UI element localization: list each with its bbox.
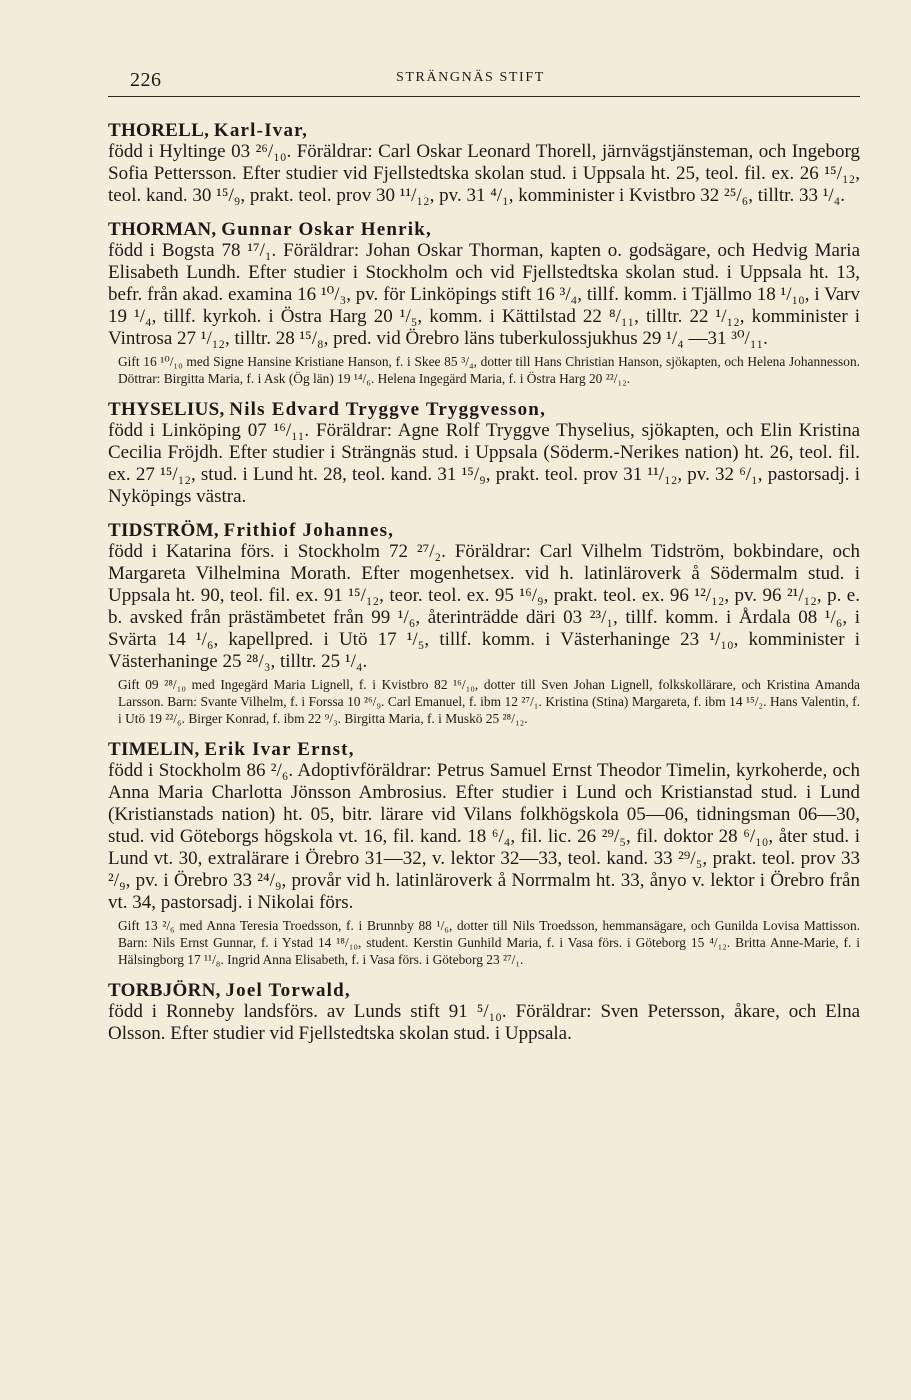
entry-given-names: Karl-Ivar, — [213, 120, 309, 141]
entry-name — [108, 219, 860, 240]
page-header — [108, 66, 860, 97]
entry-surname: THYSELIUS, — [108, 399, 225, 420]
entry-list — [108, 120, 860, 1057]
entry-biography: född i Linköping 07 ¹⁶/₁₁. Föräldrar: Agne Rolf Tryggve Thyselius, sjökapten, och Elin Kristina Cecilia Fröjdh. Efter studier i Strängnäs stud. i Uppsala (Söderm.-Nerikes nation) ht. 26, teol. fil. ex. 27 ¹⁵/₁₂, stud. i Lund ht. 28, teol. kand. 31 ¹⁵/₉, prakt. teol. prov 31 ¹¹/₁₂, pv. 32 ⁶/₁, pastorsadj. i Nyköpings västra. — [108, 420, 860, 507]
entry-thorman — [108, 219, 860, 387]
entry-surname: THORMAN, — [108, 219, 217, 240]
entry-family-note: Gift 16 ¹⁰/₁₀ med Signe Hansine Kristiane Hanson, f. i Skee 85 ³/₄, dotter till Hans Christian Hanson, sjökapten, och Helena Johannesson. Döttrar: Birgitta Maria, f. i Ask (Ög län) 19 ¹⁴/₆. Helena Ingegärd Maria, f. i Östra Harg 20 ²²/₁₂. — [118, 354, 860, 386]
entry-tidstrom — [108, 520, 860, 727]
entry-name — [108, 120, 860, 141]
entry-torbjorn — [108, 980, 860, 1045]
entry-given-names: Nils Edvard Tryggve Tryggvesson, — [229, 399, 547, 420]
entry-surname: TORBJÖRN, — [108, 980, 221, 1001]
entry-name — [108, 520, 860, 541]
entry-surname: TIMELIN, — [108, 739, 200, 760]
entry-name — [108, 739, 860, 760]
entry-given-names: Erik Ivar Ernst, — [204, 739, 355, 760]
page-number: 226 — [130, 69, 162, 91]
entry-family-note: Gift 13 ²/₆ med Anna Teresia Troedsson, f. i Brunnby 88 ¹/₆, dotter till Nils Troedsson, hemmansägare, och Gunilda Lovisa Mattisson. Barn: Nils Ernst Gunnar, f. i Ystad 14 ¹⁸/₁₀, student. Kerstin Gunhild Maria, f. i Vasa förs. i Göteborg 15 ⁴/₁₂. Britta Anne-Marie, f. i Hälsingborg 17 ¹¹/₈. Ingrid Anna Elisabeth, f. i Vasa förs. i Göteborg 23 ²⁷/₁. — [118, 918, 860, 967]
entry-timelin — [108, 739, 860, 968]
entry-given-names: Gunnar Oskar Henrik, — [221, 219, 432, 240]
entry-biography: född i Katarina förs. i Stockholm 72 ²⁷/₂. Föräldrar: Carl Vilhelm Tidström, bokbindare, och Margareta Vilhelmina Morath. Efter mogenhetsex. vid h. latinläroverk å Södermalm stud. i Uppsala ht. 90, teol. fil. ex. 91 ¹⁵/₁₂, teor. teol. ex. 95 ¹⁶/₉, prakt. teol. ex. 96 ¹²/₁₂, pv. 96 ²¹/₁₂, p. e. b. avsked från prästämbetet från 99 ¹/₆, återinträdde däri 03 ²³/₁, tillf. komm. i Årdala 08 ¹/₆, i Svärta 14 ¹/₆, kapellpred. i Utö 17 ¹/₅, tillf. komm. i Västerhaninge 23 ¹/₁₀, komminister i Västerhaninge 25 ²⁸/₃, tilltr. 25 ¹/₄. — [108, 541, 860, 672]
entry-biography: född i Bogsta 78 ¹⁷/₁. Föräldrar: Johan Oskar Thorman, kapten o. godsägare, och Hedvig Maria Elisabeth Lundh. Efter studier i Stockholm och vid Fjellstedtska skolan stud. i Uppsala ht. 13, befr. från akad. examina 16 ¹⁰/₃, pv. för Linköpings stift 16 ³/₄, tillf. komm. i Tjällmo 18 ¹/₁₀, i Varv 19 ¹/₄, tillf. kyrkoh. i Östra Harg 20 ¹/₅, komm. i Kättilstad 22 ⁸/₁₁, tilltr. 22 ¹/₁₂, komminister i Vintrosa 27 ¹/₁₂, tilltr. 28 ¹⁵/₈, pred. vid Örebro läns tuberkulossjukhus 29 ¹/₄ —31 ³⁰/₁₁. — [108, 240, 860, 349]
entry-name — [108, 399, 860, 420]
entry-thyselius — [108, 399, 860, 508]
entry-surname: THORELL, — [108, 120, 210, 141]
entry-surname: TIDSTRÖM, — [108, 520, 219, 541]
entry-given-names: Joel Torwald, — [225, 980, 351, 1001]
running-head: STRÄNGNÄS STIFT — [396, 70, 545, 85]
entry-biography: född i Hyltinge 03 ²⁶/₁₀. Föräldrar: Carl Oskar Leonard Thorell, järnvägstjänsteman, och Ingeborg Sofia Pettersson. Efter studier vid Fjellstedtska skolan stud. i Uppsala ht. 25, teol. fil. ex. 26 ¹⁵/₁₂, teol. kand. 30 ¹⁵/₉, prakt. teol. prov 30 ¹¹/₁₂, pv. 31 ⁴/₁, komminister i Kvistbro 32 ²⁵/₆, tilltr. 33 ¹/₄. — [108, 141, 860, 206]
entry-biography: född i Ronneby landsförs. av Lunds stift 91 ⁵/₁₀. Föräldrar: Sven Petersson, åkare, och Elna Olsson. Efter studier vid Fjellstedtska skolan stud. i Uppsala. — [108, 1001, 860, 1044]
entry-biography: född i Stockholm 86 ²/₆. Adoptivföräldrar: Petrus Samuel Ernst Theodor Timelin, kyrkoherde, och Anna Maria Charlotta Jönsson Ambrosius. Efter studier i Lund och Kristianstad stud. i Lund (Kristianstads nation) ht. 05, bitr. lärare vid Vilans folkhögskola 05—06, tidningsman 06—30, stud. vid Göteborgs högskola vt. 16, fil. kand. 18 ⁶/₄, fil. lic. 26 ²⁹/₅, fil. doktor 28 ⁶/₁₀, åter stud. i Lund vt. 30, extralärare i Örebro 31—32, v. lektor 32—33, teol. kand. 33 ²⁹/₅, prakt. teol. prov 33 ²/₉, pv. i Örebro 33 ²⁴/₉, provår vid h. latinläroverk å Norrmalm ht. 33, ånyo v. lektor i Örebro från vt. 34, pastorsadj. i Nikolai förs. — [108, 760, 860, 913]
entry-family-note: Gift 09 ²⁸/₁₀ med Ingegärd Maria Lignell, f. i Kvistbro 82 ¹⁶/₁₀, dotter till Sven Johan Lignell, folkskollärare, och Kristina Amanda Larsson. Barn: Svante Vilhelm, f. i Forssa 10 ²⁶/₉. Carl Emanuel, f. ibm 12 ²⁷/₁. Kristina (Stina) Margareta, f. ibm 14 ¹⁵/₂. Hans Valentin, f. i Utö 19 ²²/₆. Birger Konrad, f. ibm 22 ⁹/₃. Birgitta Maria, f. i Muskö 25 ²⁸/₁₂. — [118, 677, 860, 726]
entry-thorell — [108, 120, 860, 207]
entry-name — [108, 980, 860, 1001]
entry-given-names: Frithiof Johannes, — [223, 520, 395, 541]
